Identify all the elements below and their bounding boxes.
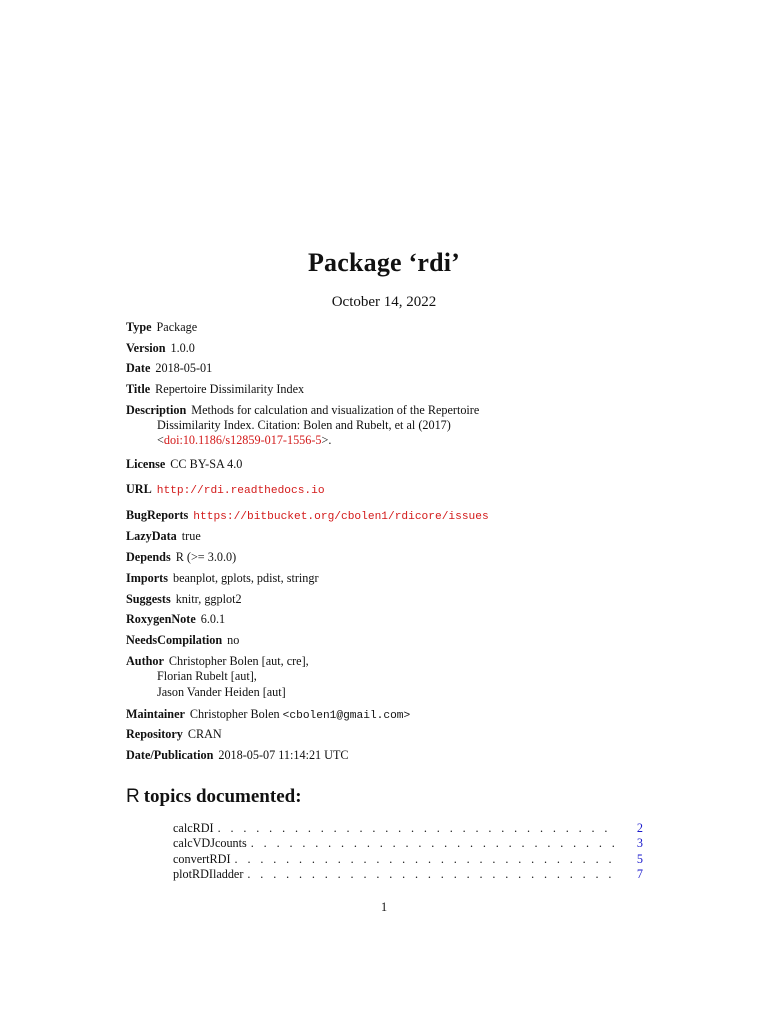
field-publication — [126, 748, 349, 763]
field-title-value: Repertoire Dissimilarity Index — [155, 382, 305, 396]
field-version-key: Version — [126, 341, 166, 355]
field-description-line1: Methods for calculation and visualization of the Repertoire — [191, 403, 480, 417]
toc-entry-name: calcVDJcounts — [173, 836, 247, 850]
field-needscompilation — [126, 633, 239, 648]
field-maintainer-key: Maintainer — [126, 707, 185, 721]
field-needscompilation-value: no — [227, 633, 240, 647]
bugreports-link[interactable]: https://bitbucket.org/cbolen1/rdicore/issues — [193, 511, 489, 523]
toc-entry-name: plotRDIladder — [173, 867, 244, 881]
field-repository — [126, 727, 222, 742]
field-date-value: 2018-05-01 — [155, 361, 213, 375]
page-number: 1 — [380, 900, 388, 914]
field-roxygennote-key: RoxygenNote — [126, 612, 196, 626]
field-suggests — [126, 592, 242, 607]
toc-leader-dots — [218, 821, 617, 836]
toc-entry-name: calcRDI — [173, 821, 214, 835]
field-date-key: Date — [126, 361, 151, 375]
field-author-line2: Florian Rubelt [aut], — [157, 669, 257, 683]
field-title-key: Title — [126, 382, 151, 396]
toc-leader-dots — [247, 867, 617, 882]
toc-leader-dots — [251, 836, 617, 851]
field-version-value: 1.0.0 — [170, 341, 195, 355]
field-description — [126, 403, 479, 418]
field-publication-key: Date/Publication — [126, 748, 214, 762]
toc-entry-calcrdi[interactable] — [173, 821, 643, 837]
field-url-key: URL — [126, 482, 152, 496]
toc-entry-convertrdi[interactable] — [173, 852, 643, 868]
field-depends-value: R (>= 3.0.0) — [175, 550, 237, 564]
field-publication-value: 2018-05-07 11:14:21 UTC — [218, 748, 349, 762]
toc-entry-page[interactable]: 3 — [636, 836, 643, 850]
field-date — [126, 361, 212, 376]
doi-link[interactable]: doi:10.1186/s12859-017-1556-5 — [163, 433, 322, 447]
package-title: Package ‘rdi’ — [307, 248, 461, 277]
field-bugreports — [126, 508, 489, 523]
field-author-line1: Christopher Bolen [aut, cre], — [168, 654, 309, 668]
field-maintainer — [126, 707, 410, 722]
toc-entry-page[interactable]: 2 — [636, 821, 643, 835]
field-author-key: Author — [126, 654, 164, 668]
document-date: October 14, 2022 — [331, 294, 437, 310]
field-license — [126, 457, 242, 472]
field-repository-key: Repository — [126, 727, 183, 741]
field-description-line3 — [157, 433, 331, 448]
topics-heading-text: topics documented: — [143, 786, 302, 807]
field-imports-key: Imports — [126, 571, 168, 585]
field-url — [126, 482, 325, 497]
field-type-value: Package — [156, 320, 198, 334]
toc-entry-plotrdiladder[interactable] — [173, 867, 643, 883]
toc-entry-name: convertRDI — [173, 852, 231, 866]
field-version — [126, 341, 195, 356]
field-license-key: License — [126, 457, 166, 471]
toc-entry-calcvdjcounts[interactable] — [173, 836, 643, 852]
field-title — [126, 382, 304, 397]
url-link[interactable]: http://rdi.readthedocs.io — [156, 485, 325, 497]
field-needscompilation-key: NeedsCompilation — [126, 633, 223, 647]
field-imports-value: beanplot, gplots, pdist, stringr — [172, 571, 319, 585]
field-lazydata-key: LazyData — [126, 529, 177, 543]
field-maintainer-email: <cbolen1@gmail.com> — [282, 710, 411, 722]
field-author-line3: Jason Vander Heiden [aut] — [157, 685, 286, 699]
field-bugreports-key: BugReports — [126, 508, 189, 522]
field-imports — [126, 571, 319, 586]
toc-leader-dots — [235, 852, 617, 867]
field-type-key: Type — [126, 320, 152, 334]
field-lazydata-value: true — [181, 529, 201, 543]
field-type — [126, 320, 197, 335]
field-roxygennote-value: 6.0.1 — [200, 612, 226, 626]
doi-close: >. — [321, 433, 332, 447]
topics-heading-r: R — [126, 786, 140, 807]
field-depends — [126, 550, 236, 565]
toc-entry-page[interactable]: 5 — [636, 852, 643, 866]
toc-entry-page[interactable]: 7 — [636, 867, 643, 881]
field-maintainer-name: Christopher Bolen — [189, 707, 280, 721]
field-depends-key: Depends — [126, 550, 171, 564]
field-description-key: Description — [126, 403, 187, 417]
topics-heading — [126, 786, 302, 808]
field-roxygennote — [126, 612, 225, 627]
field-author — [126, 654, 309, 669]
field-repository-value: CRAN — [187, 727, 222, 741]
field-suggests-key: Suggests — [126, 592, 171, 606]
field-license-value: CC BY-SA 4.0 — [170, 457, 243, 471]
field-description-line2: Dissimilarity Index. Citation: Bolen and Rubelt, et al (2017) — [157, 418, 451, 432]
doi-open: < — [157, 433, 164, 447]
field-lazydata — [126, 529, 201, 544]
field-suggests-value: knitr, ggplot2 — [175, 592, 242, 606]
